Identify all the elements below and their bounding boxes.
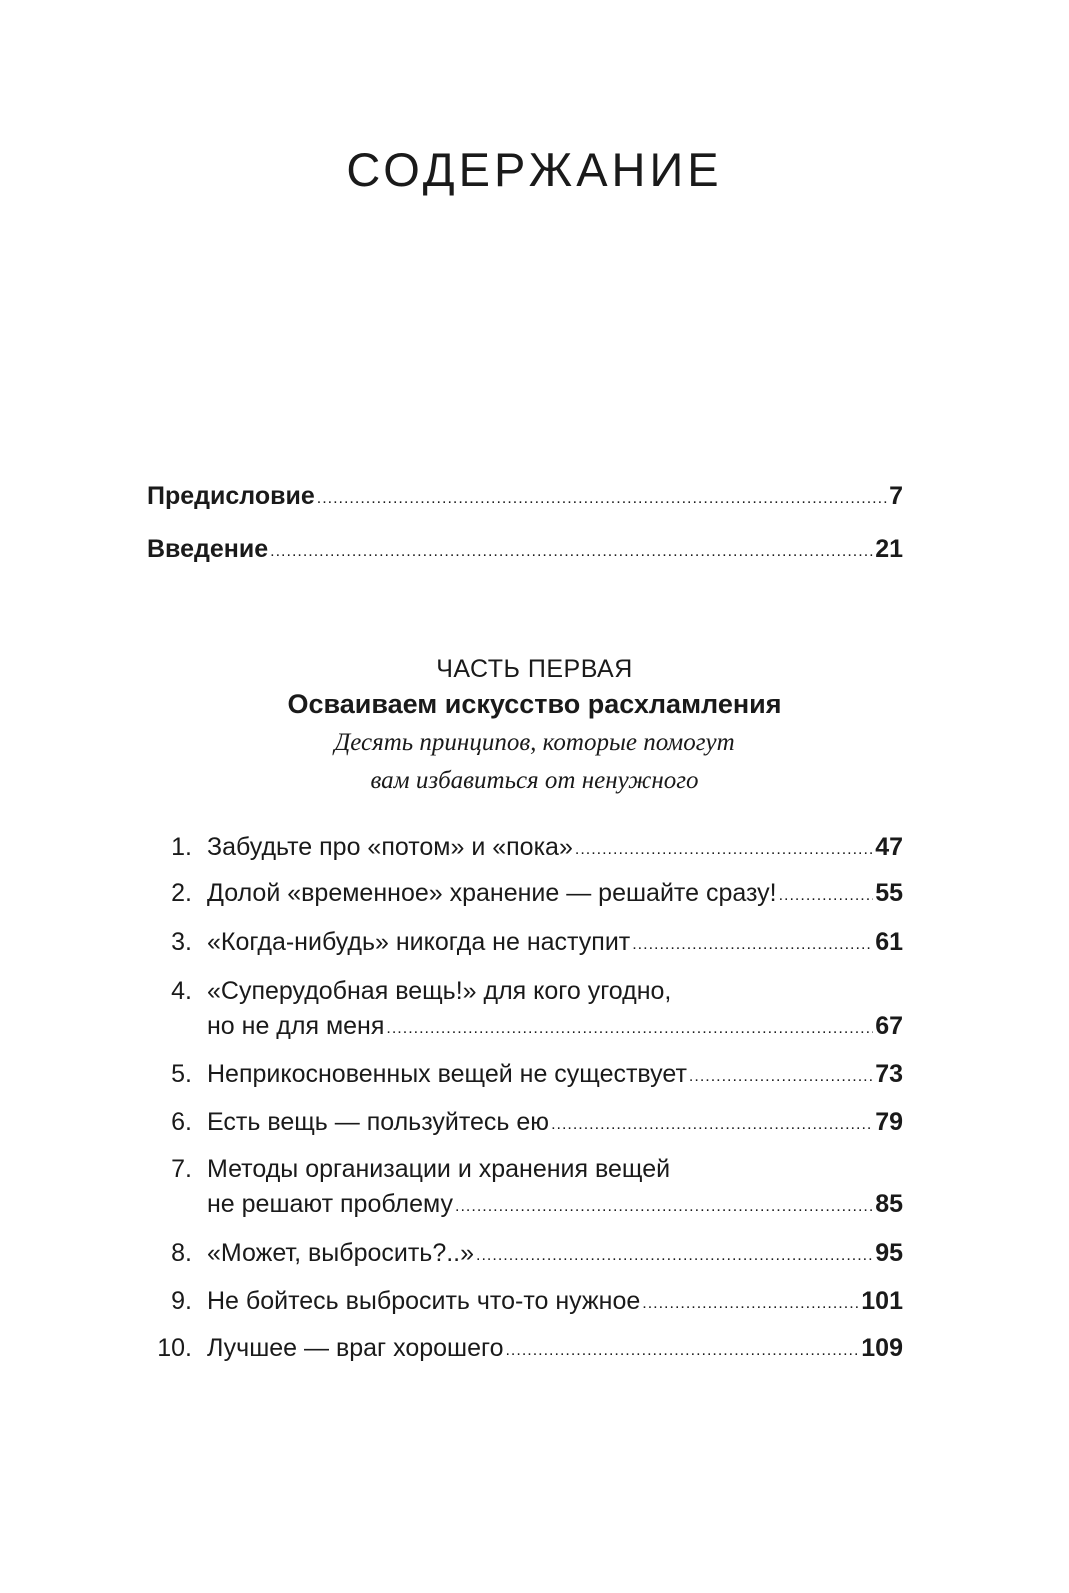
chapter-page: 61 <box>875 928 903 956</box>
toc-chapter-3[interactable] <box>150 925 903 963</box>
dot-leader <box>779 878 874 913</box>
toc-chapter-7[interactable] <box>150 1152 903 1225</box>
dot-leader <box>575 832 873 867</box>
chapter-number: 9. <box>171 1287 192 1315</box>
chapter-number: 2. <box>171 879 192 907</box>
dot-leader <box>632 927 873 962</box>
chapter-number: 3. <box>171 928 192 956</box>
chapter-page: 101 <box>861 1287 903 1315</box>
chapter-number: 7. <box>171 1155 192 1183</box>
dot-leader <box>505 1333 859 1368</box>
chapter-title-line-1: Методы организации и хранения вещей <box>207 1155 671 1183</box>
toc-chapter-5[interactable] <box>150 1057 903 1095</box>
chapter-title: Долой «временное» хранение — решайте сразу! <box>207 879 777 907</box>
chapter-page: 85 <box>875 1190 903 1218</box>
toc-chapter-2[interactable] <box>150 876 903 914</box>
chapter-title: Забудьте про «потом» и «пока» <box>207 833 573 861</box>
chapter-number: 10. <box>157 1334 192 1362</box>
part-subtitle-line-1: Десять принципов, которые помогут <box>334 729 735 756</box>
dot-leader <box>386 1011 873 1046</box>
chapter-title: «Может, выбросить?..» <box>207 1239 475 1267</box>
part-title: Осваиваем искусство расхламления <box>287 689 782 719</box>
toc-chapter-1[interactable] <box>150 830 903 868</box>
dot-leader <box>317 483 887 515</box>
chapter-page: 79 <box>875 1108 903 1136</box>
chapter-number: 6. <box>171 1108 192 1136</box>
toc-chapter-10[interactable] <box>150 1331 903 1369</box>
chapter-number: 5. <box>171 1060 192 1088</box>
toc-entry-preface[interactable] <box>147 480 903 516</box>
toc-entry-label: Предисловие <box>147 482 315 510</box>
dot-leader <box>689 1059 873 1094</box>
page-title: СОДЕРЖАНИЕ <box>346 143 723 196</box>
toc-entry-label: Введение <box>147 535 269 563</box>
toc-entry-page: 7 <box>889 482 903 510</box>
chapter-title: Не бойтесь выбросить что-то нужное <box>207 1287 641 1315</box>
chapter-number: 8. <box>171 1239 192 1267</box>
part-heading <box>0 652 1069 800</box>
dot-leader <box>642 1286 859 1321</box>
chapter-page: 95 <box>875 1239 903 1267</box>
toc-chapter-8[interactable] <box>150 1236 903 1274</box>
chapter-number: 4. <box>171 977 192 1005</box>
chapter-title-line-2: не решают проблему <box>207 1190 454 1218</box>
dot-leader <box>476 1238 873 1273</box>
chapter-title-line-1: «Суперудобная вещь!» для кого угодно, <box>207 977 672 1005</box>
chapter-title: Лучшее — враг хорошего <box>207 1334 504 1362</box>
toc-chapter-4[interactable] <box>150 974 903 1047</box>
toc-entry-introduction[interactable] <box>147 533 903 569</box>
chapter-page: 67 <box>875 1012 903 1040</box>
toc-entry-page: 21 <box>875 535 903 563</box>
dot-leader <box>551 1107 873 1142</box>
dot-leader <box>455 1189 873 1224</box>
toc-chapter-6[interactable] <box>150 1105 903 1143</box>
part-number: ЧАСТЬ ПЕРВАЯ <box>436 655 633 683</box>
chapter-title-line-2: но не для меня <box>207 1012 385 1040</box>
chapter-page: 47 <box>875 833 903 861</box>
chapter-page: 55 <box>875 879 903 907</box>
chapter-title: «Когда-нибудь» никогда не наступит <box>207 928 631 956</box>
part-subtitle-line-2: вам избавиться от ненужного <box>370 767 699 794</box>
chapter-page: 109 <box>861 1334 903 1362</box>
chapter-title: Неприкосновенных вещей не существует <box>207 1060 687 1088</box>
chapter-page: 73 <box>875 1060 903 1088</box>
chapter-number: 1. <box>171 833 192 861</box>
dot-leader <box>270 536 873 568</box>
chapter-title: Есть вещь — пользуйтесь ею <box>207 1108 550 1136</box>
toc-chapter-9[interactable] <box>150 1284 903 1322</box>
